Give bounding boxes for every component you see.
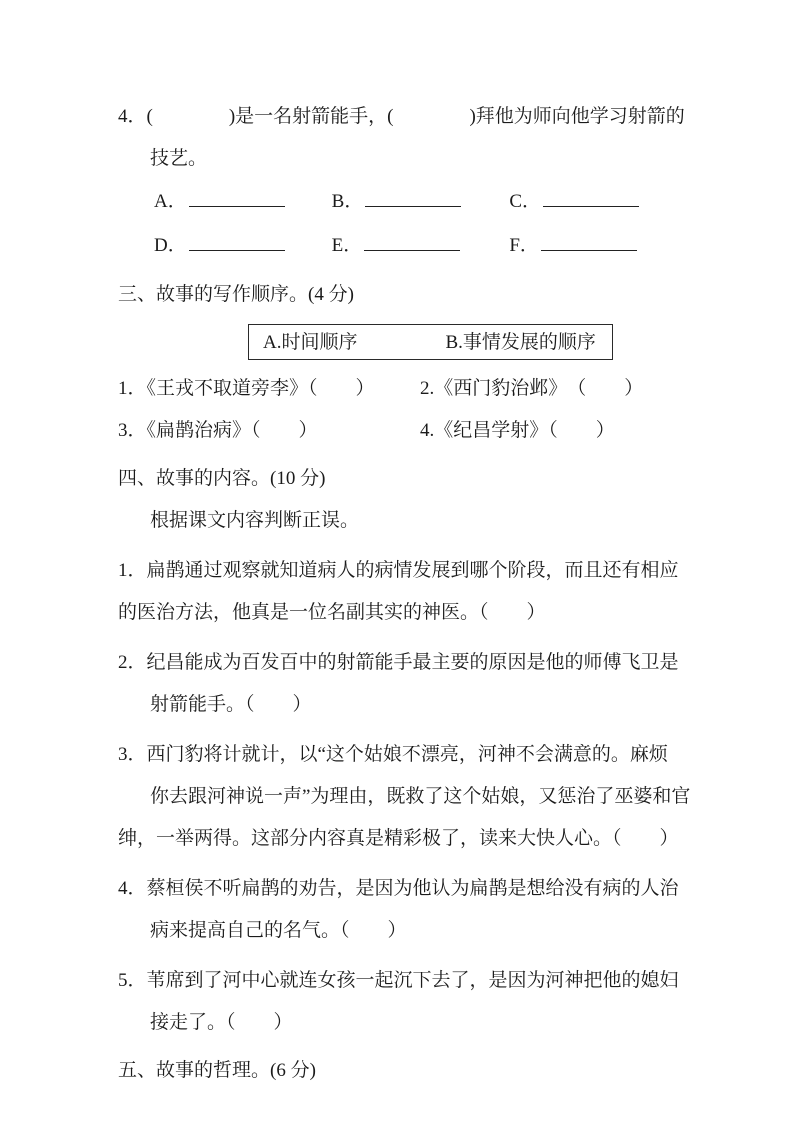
story-order-item-1: 1．《王戎不取道旁李》（ ） [118,378,375,399]
answer-blank-row-2 [118,224,687,268]
tf-item-5-line-1: 5．苇席到了河中心就连女孩一起沉下去了，是因为河神把他的媳妇 [118,970,679,991]
tf-item-1 [118,550,687,634]
story-order-item-4: 4.《纪昌学射》（ ） [420,420,615,441]
story-order-row-2 [118,410,687,452]
tf-item-1-line-2: 的医治方法，他真是一位名副其实的神医。（ ） [118,602,546,623]
tf-item-3-line-2: 你去跟河神说一声”为理由，既救了这个姑娘，又惩治了巫婆和官 [150,786,691,807]
question-4-line-2: 技艺。 [150,148,208,169]
answer-blank-d [154,224,332,268]
section-5 [118,1050,687,1092]
blank-label-d: D． [154,235,187,256]
blank-label-a: A． [154,191,187,212]
tf-item-2 [118,642,687,726]
blank-line-c [543,189,639,207]
answer-blank-row-1 [118,180,687,224]
tf-item-4-line-2: 病来提高自己的名气。（ ） [150,920,407,941]
blank-label-b: B． [331,191,364,212]
section-3-heading: 三、故事的写作顺序。(4 分) [118,284,354,305]
answer-blank-a [154,180,332,224]
story-order-item-3: 3．《扁鹊治病》（ ） [118,420,318,441]
blank-line-e [364,233,460,251]
tf-item-4-line-1: 4．蔡桓侯不听扁鹊的劝告，是因为他认为扁鹊是想给没有病的人治 [118,878,679,899]
blank-line-d [189,233,285,251]
answer-blank-f [509,224,687,268]
tf-item-5 [118,960,687,1044]
tf-item-3 [118,734,691,860]
blank-line-f [541,233,637,251]
answer-blank-e [332,224,510,268]
section-4-instruction: 根据课文内容判断正误。 [150,510,360,531]
tf-item-1-line-1: 1．扁鹊通过观察就知道病人的病情发展到哪个阶段，而且还有相应 [118,560,679,581]
blank-label-c: C． [509,191,542,212]
blank-line-a [189,189,285,207]
blank-label-e: E． [331,235,363,256]
section-3 [118,274,687,452]
tf-item-5-line-2: 接走了。（ ） [150,1012,293,1033]
story-order-item-2: 2.《西门豹治邺》 （ ） [420,378,644,399]
tf-item-2-line-2: 射箭能手。（ ） [150,694,312,715]
blank-line-b [365,189,461,207]
question-4 [118,96,687,268]
question-4-line-1: 4．( )是一名射箭能手，( )拜他为师向他学习射箭的 [118,106,685,127]
story-order-row-1 [118,368,687,410]
tf-item-4 [118,868,687,952]
section-5-heading: 五、故事的哲理。(6 分) [118,1060,316,1081]
order-options-box [248,324,613,360]
order-option-a: A.时间顺序 [263,332,358,353]
answer-blank-c [509,180,687,224]
tf-item-3-line-1: 3．西门豹将计就计，以“这个姑娘不漂亮，河神不会满意的。麻烦 [118,744,668,765]
answer-blank-b [332,180,510,224]
tf-item-3-line-3: 绅，一举两得。这部分内容真是精彩极了，读来大快人心。（ ） [118,828,679,849]
tf-item-2-line-1: 2．纪昌能成为百发百中的射箭能手最主要的原因是他的师傅飞卫是 [118,652,679,673]
section-4-heading: 四、故事的内容。(10 分) [118,468,326,489]
order-option-b: B.事情发展的顺序 [445,332,596,353]
blank-label-f: F． [509,235,539,256]
section-4 [118,458,691,1044]
